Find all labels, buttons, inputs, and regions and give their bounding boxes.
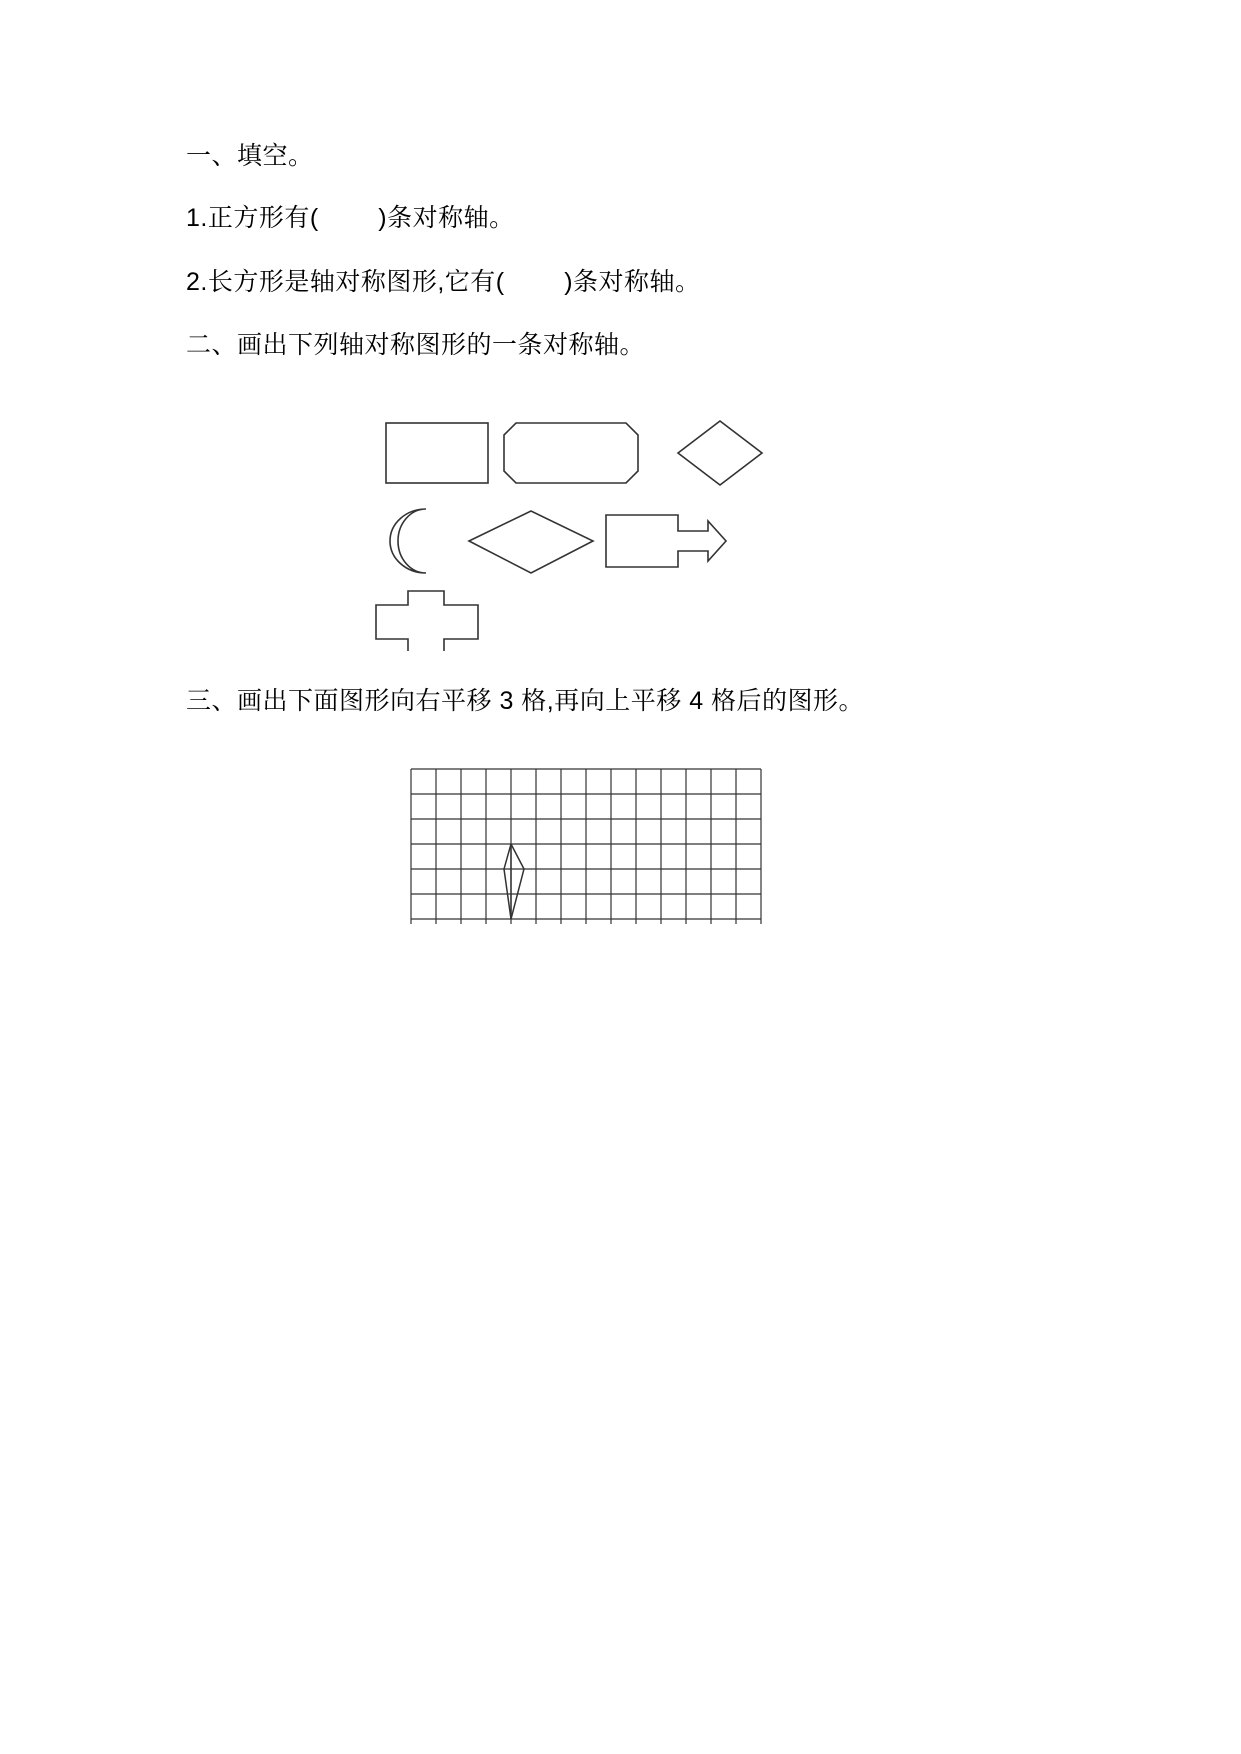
diamond-square-figure xyxy=(678,421,762,485)
crescent-moon-figure xyxy=(390,509,426,573)
cross-figure xyxy=(376,591,478,651)
kite-figure xyxy=(504,844,524,919)
arrow-block-figure xyxy=(606,515,726,567)
section-one-title: 一、填空。 xyxy=(186,142,314,170)
fill-blank-question-1: 1.正方形有( )条对称轴。 xyxy=(186,203,515,232)
section-two-title: 二、画出下列轴对称图形的一条对称轴。 xyxy=(186,331,646,360)
translation-grid xyxy=(186,749,1086,924)
spacer xyxy=(186,651,1086,685)
worksheet-content xyxy=(186,140,1086,924)
rhombus-figure xyxy=(469,511,593,573)
section-three-title: 三、画出下面图形向右平移 3 格,再向上平移 4 格后的图形。 xyxy=(186,687,865,715)
fill-blank-question-2: 2.长方形是轴对称图形,它有( )条对称轴。 xyxy=(186,267,701,296)
figures-svg xyxy=(186,391,1086,651)
rectangle-figure xyxy=(386,423,488,483)
notched-rectangle-figure xyxy=(504,423,638,483)
translation-grid-block xyxy=(186,749,1086,924)
axis-symmetry-figure-set xyxy=(186,391,1086,651)
